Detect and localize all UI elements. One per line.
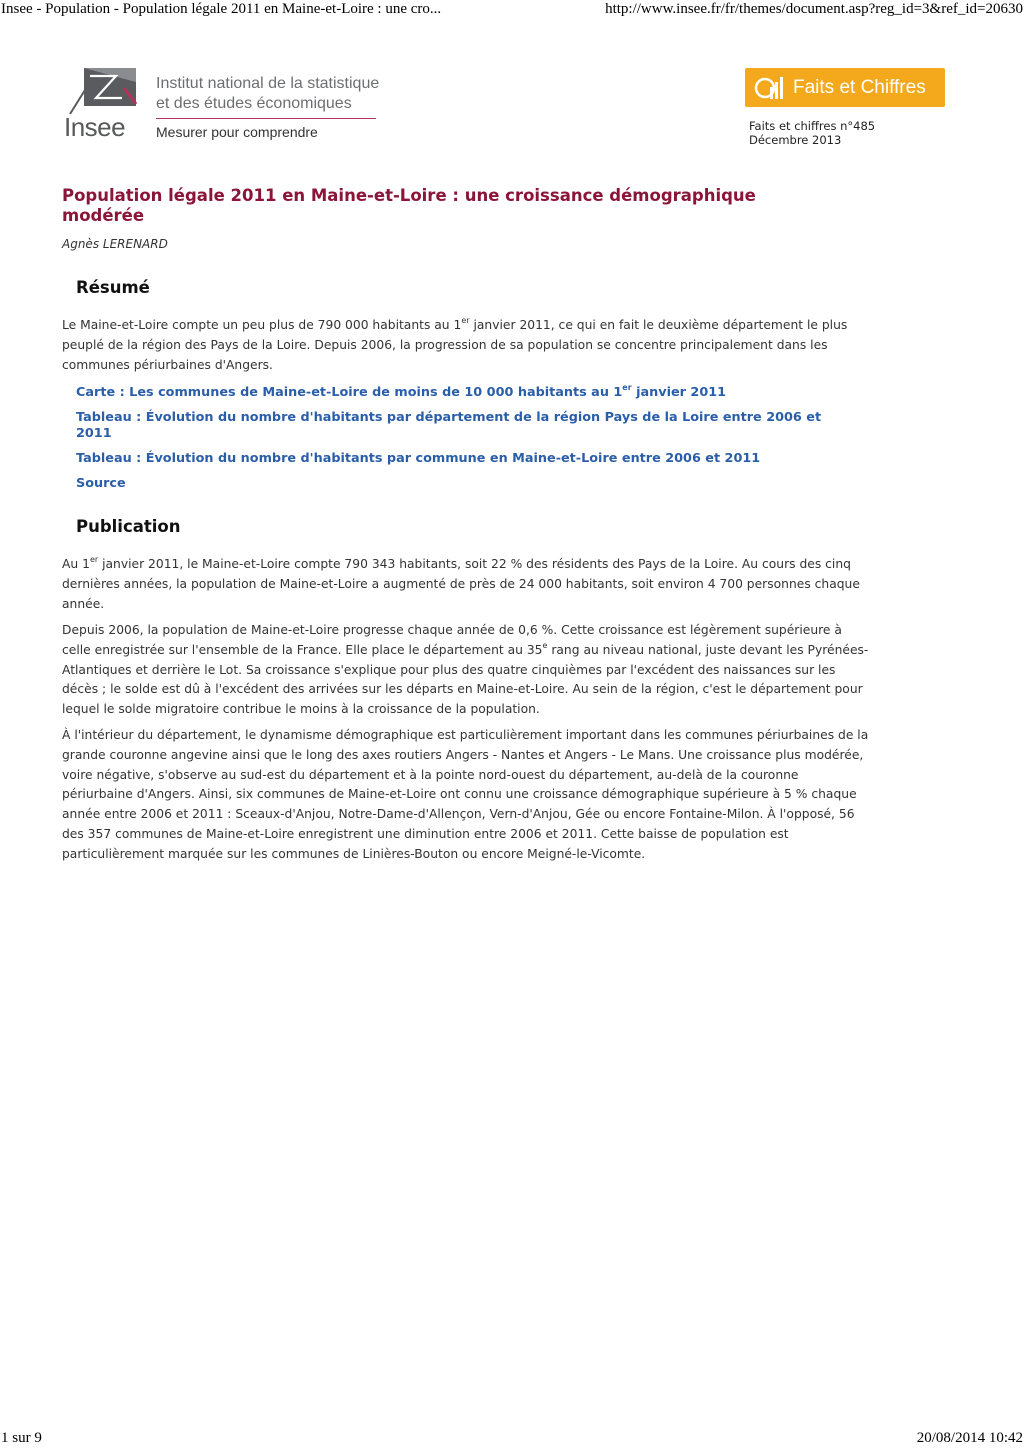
paragraph-text: Au 1 <box>62 557 90 571</box>
resume-heading: Résumé <box>76 278 150 297</box>
link-text: Carte : Les communes de Maine-et-Loire de moins de 10 000 habitants au 1 <box>76 385 623 400</box>
institute-name-line1: Institut national de la statistique <box>156 75 380 92</box>
paragraph-sup: e <box>542 640 548 650</box>
link-text-sup: er <box>622 383 632 392</box>
link-carte-communes[interactable] <box>76 385 856 401</box>
issue-info <box>749 119 875 147</box>
institute-name <box>156 74 379 114</box>
faits-et-chiffres-badge[interactable] <box>745 68 945 107</box>
paragraph-text: janvier 2011, le Maine-et-Loire compte 790 343 habitants, soit 22 % des résidents des Pays de la Loire. Au cours des cinq dernières années, la population de Maine-et-Loire a augmenté de près de 24 000 habitants, soit environ 4 700 personnes chaque année. <box>62 557 860 611</box>
related-links <box>76 385 856 492</box>
paragraph-text: rang au niveau national, juste devant les Pyrénées-Atlantiques et derrière le Lot. Sa croissance s'explique pour plus des quatre cinquièmes par l'excédent des naissances sur les décès ; le solde est dû à l'excédent des arrivées sur les départs en Maine-et-Loire. Au sein de la région, c'est le département pour lequel le solde migratoire contribue le moins à la croissance de la population. <box>62 642 869 717</box>
publication-paragraph-2 <box>62 621 872 720</box>
print-url: http://www.insee.fr/fr/themes/document.asp?reg_id=3&ref_id=20630 <box>605 1 1023 17</box>
link-tableau-departements[interactable]: Tableau : Évolution du nombre d'habitants par département de la région Pays de la Loire entre 2006 et 2011 <box>76 410 822 441</box>
resume-text-part: janvier 2011, ce qui en fait le deuxième département le plus peuplé de la région des Pays de la Loire. Depuis 2006, la progression de sa population se concentre principalement dans les communes périurbaines d'Angers. <box>62 318 848 372</box>
print-page-title: Insee - Population - Population légale 2011 en Maine-et-Loire : une cro... <box>1 1 442 17</box>
publication-paragraph-1 <box>62 555 872 614</box>
print-footer <box>0 1430 1024 1450</box>
print-datetime: 20/08/2014 10:42 <box>916 1430 1023 1446</box>
page-count: 1 sur 9 <box>1 1430 42 1446</box>
issue-date: Décembre 2013 <box>749 133 842 147</box>
paragraph-sup: er <box>89 555 99 564</box>
badge-label: Faits et Chiffres <box>793 76 926 98</box>
link-source[interactable]: Source <box>76 476 126 491</box>
resume-text-part: Le Maine-et-Loire compte un peu plus de 790 000 habitants au 1 <box>62 318 462 332</box>
resume-text <box>62 316 872 375</box>
publication-paragraph-3: À l'intérieur du département, le dynamisme démographique est particulièrement important dans les communes périurbaines de la grande couronne angevine ainsi que le long des axes routiers Angers - Nantes et Angers - Le Mans. Une croissance plus modérée, voire négative, s'observe au sud-est du département et à la pointe nord-ouest du département, au-delà de la couronne périurbaine d'Angers. Ainsi, six communes de Maine-et-Loire ont connu une croissance démographique supérieure à 5 % chaque année entre 2006 et 2011 : Sceaux-d'Anjou, Notre-Dame-d'Allençon, Vern-d'Anjou, Gée ou encore Fontaine-Milon. À l'opposé, 56 des 357 communes de Maine-et-Loire enregistrent une diminution entre 2006 et 2011. Cette baisse de population est particulièrement marquée sur les communes de Linières-Bouton ou encore Meigné-le-Vicomte. <box>62 728 869 861</box>
link-tableau-communes[interactable]: Tableau : Évolution du nombre d'habitants par commune en Maine-et-Loire entre 2006 et 2011 <box>76 451 761 466</box>
institute-name-line2: et des études économiques <box>156 95 352 112</box>
article-title: Population légale 2011 en Maine-et-Loire : une croissance démographique modérée <box>62 186 756 225</box>
insee-wordmark: Insee <box>64 112 126 142</box>
article-author: Agnès LERENARD <box>62 237 168 251</box>
logo-tagline: Mesurer pour comprendre <box>156 124 318 140</box>
print-header <box>0 1 1024 21</box>
publication-heading: Publication <box>76 517 181 536</box>
logo-divider <box>156 118 376 119</box>
resume-text-sup: er <box>461 316 470 325</box>
link-text: janvier 2011 <box>631 385 727 400</box>
issue-number: Faits et chiffres n°485 <box>749 119 876 133</box>
paragraph-text: Depuis 2006, la population de Maine-et-Loire progresse chaque année de 0,6 %. Cette croissance est légèrement supérieure à celle enregistrée sur l'ensemble de la France. Elle place le département au 35 <box>62 623 842 657</box>
faits-et-chiffres-icon <box>753 73 787 103</box>
insee-logo-icon <box>66 68 138 116</box>
insee-logo[interactable] <box>64 68 409 146</box>
